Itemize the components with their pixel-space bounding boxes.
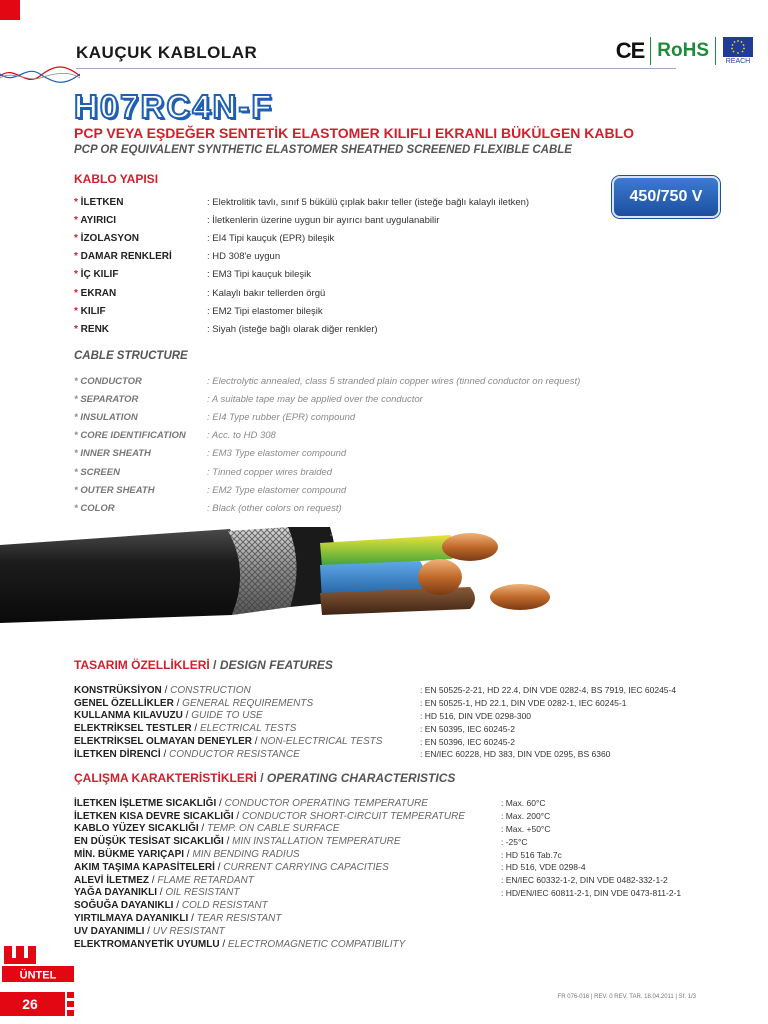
structure-row: * AYIRICI : İletkenlerin üzerine uygun bir ayırıcı bant uygulanabilir	[74, 214, 440, 226]
untel-logo	[2, 944, 74, 984]
structure-row: * EKRAN : Kalaylı bakır tellerden örgü	[74, 287, 326, 299]
structure-row: * SCREEN : Tinned copper wires braided	[74, 466, 333, 478]
cable-illustration	[0, 515, 560, 625]
operating-row: YIRTILMAYA DAYANIKLI / TEAR RESISTANT	[74, 913, 282, 925]
ce-mark: CE	[615, 38, 645, 63]
product-code: H07RC4N-F	[74, 88, 274, 125]
cert-divider	[650, 37, 651, 65]
reach-mark	[722, 37, 754, 65]
header-divider	[76, 68, 676, 69]
brand-text: ÜNTEL	[19, 969, 57, 982]
operating-row: EN DÜŞÜK TESİSAT SICAKLIĞI / MIN INSTALLATION TEMPERATURE : -25°C	[74, 836, 528, 848]
operating-row: KABLO YÜZEY SICAKLIĞI / TEMP. ON CABLE SURFACE : Max. +50°C	[74, 823, 551, 835]
page-number: 26	[0, 992, 60, 1016]
design-row: ELEKTRİKSEL TESTLER / ELECTRICAL TESTS : EN 50395, IEC 60245-2	[74, 723, 515, 735]
structure-row: * SEPARATOR : A suitable tape may be applied over the conductor	[74, 393, 423, 405]
reach-label: REACH	[725, 58, 751, 65]
operating-row: MİN. BÜKME YARIÇAPI / MIN BENDING RADIUS : HD 516 Tab.7c	[74, 849, 562, 861]
design-row: GENEL ÖZELLİKLER / GENERAL REQUIREMENTS : EN 50525-1, HD 22.1, DIN VDE 0282-1, IEC 60245-1	[74, 697, 627, 709]
section-title: KAUÇUK KABLOLAR	[76, 43, 258, 62]
operating-row: İLETKEN İŞLETME SICAKLIĞI / CONDUCTOR OPERATING TEMPERATURE : Max. 60°C	[74, 797, 546, 809]
voltage-badge: 450/750 V	[612, 176, 720, 218]
product-title-en: PCP OR EQUIVALENT SYNTHETIC ELASTOMER SHEATHED SCREENED FLEXIBLE CABLE	[74, 144, 572, 156]
document-reference: FR 076-016 | REV. 0 REV. TAR. 18.04.2011 | Sf. 1/3	[557, 994, 696, 1000]
structure-row: * INNER SHEATH : EM3 Type elastomer compound	[74, 448, 347, 460]
structure-row: * INSULATION : EI4 Type rubber (EPR) compound	[74, 411, 356, 423]
design-features-list	[74, 684, 754, 761]
product-title-tr: PCP VEYA EŞDEĞER SENTETİK ELASTOMER KILIFLI EKRANLI BÜKÜLGEN KABLO	[74, 125, 635, 141]
operating-row: ELEKTROMANYETİK UYUMLU / ELECTROMAGNETIC COMPATIBILITY	[74, 938, 406, 950]
structure-list-en	[74, 372, 674, 518]
structure-row: * RENK : Siyah (isteğe bağlı olarak diğer renkler)	[74, 323, 378, 335]
operating-characteristics-list	[74, 797, 754, 951]
operating-row: UV DAYANIMLI / UV RESISTANT	[74, 925, 225, 937]
structure-heading-tr: KABLO YAPISI	[74, 172, 159, 186]
structure-row: * COLOR : Black (other colors on request)	[74, 502, 342, 514]
operating-row: İLETKEN KISA DEVRE SICAKLIĞI / CONDUCTOR SHORT-CIRCUIT TEMPERATURE : Max. 200°C	[74, 810, 551, 822]
corner-accent	[0, 0, 20, 20]
structure-row: * İZOLASYON : EI4 Tipi kauçuk (EPR) bileşik	[74, 232, 335, 244]
eu-flag-icon	[723, 37, 753, 57]
page-tab-icon	[60, 992, 74, 1016]
structure-row: * İÇ KILIF : EM3 Tipi kauçuk bileşik	[74, 269, 312, 281]
design-row: KONSTRÜKSİYON / CONSTRUCTION : EN 50525-2-21, HD 22.4, DIN VDE 0282-4, BS 7919, IEC 60245-4	[74, 684, 677, 696]
design-row: İLETKEN DİRENCİ / CONDUCTOR RESISTANCE : EN/IEC 60228, HD 383, DIN VDE 0295, BS 6360	[74, 748, 611, 760]
structure-list-tr	[74, 193, 674, 339]
structure-row: * CORE IDENTIFICATION : Acc. to HD 308	[74, 430, 276, 442]
structure-row: * KILIF : EM2 Tipi elastomer bileşik	[74, 305, 323, 317]
wire-decoration-icon	[0, 62, 80, 90]
structure-row: * İLETKEN : Elektrolitik tavlı, sınıf 5 bükülü çıplak bakır teller (isteğe bağlı kalaylı iletken)	[74, 196, 530, 208]
operating-heading: ÇALIŞMA KARAKTERİSTİKLERİ / OPERATING CHARACTERISTICS	[74, 771, 456, 785]
structure-row: * OUTER SHEATH : EM2 Type elastomer compound	[74, 484, 347, 496]
operating-row: YAĞA DAYANIKLI / OIL RESISTANT : HD/EN/IEC 60811-2-1, DIN VDE 0473-811-2-1	[74, 887, 682, 899]
structure-row: * CONDUCTOR : Electrolytic annealed, class 5 stranded plain copper wires (tinned conductor on request)	[74, 375, 581, 387]
design-row: KULLANMA KILAVUZU / GUIDE TO USE : HD 516, DIN VDE 0298-300	[74, 710, 532, 722]
operating-row: AKIM TAŞIMA KAPASİTELERİ / CURRENT CARRYING CAPACITIES : HD 516, VDE 0298-4	[74, 861, 586, 873]
certification-marks	[616, 34, 754, 68]
operating-row: SOĞUĞA DAYANIKLI / COLD RESISTANT	[74, 900, 268, 912]
cert-divider	[715, 37, 716, 65]
design-heading: TASARIM ÖZELLİKLERİ / DESIGN FEATURES	[74, 658, 333, 672]
rohs-mark: RoHS	[657, 40, 709, 61]
operating-row: ALEVİ İLETMEZ / FLAME RETARDANT : EN/IEC 60332-1-2, DIN VDE 0482-332-1-2	[74, 874, 668, 886]
structure-row: * DAMAR RENKLERİ : HD 308'e uygun	[74, 251, 281, 263]
design-row: ELEKTRİKSEL OLMAYAN DENEYLER / NON-ELECTRICAL TESTS : EN 50396, IEC 60245-2	[74, 736, 515, 748]
structure-heading-en: CABLE STRUCTURE	[74, 350, 188, 362]
